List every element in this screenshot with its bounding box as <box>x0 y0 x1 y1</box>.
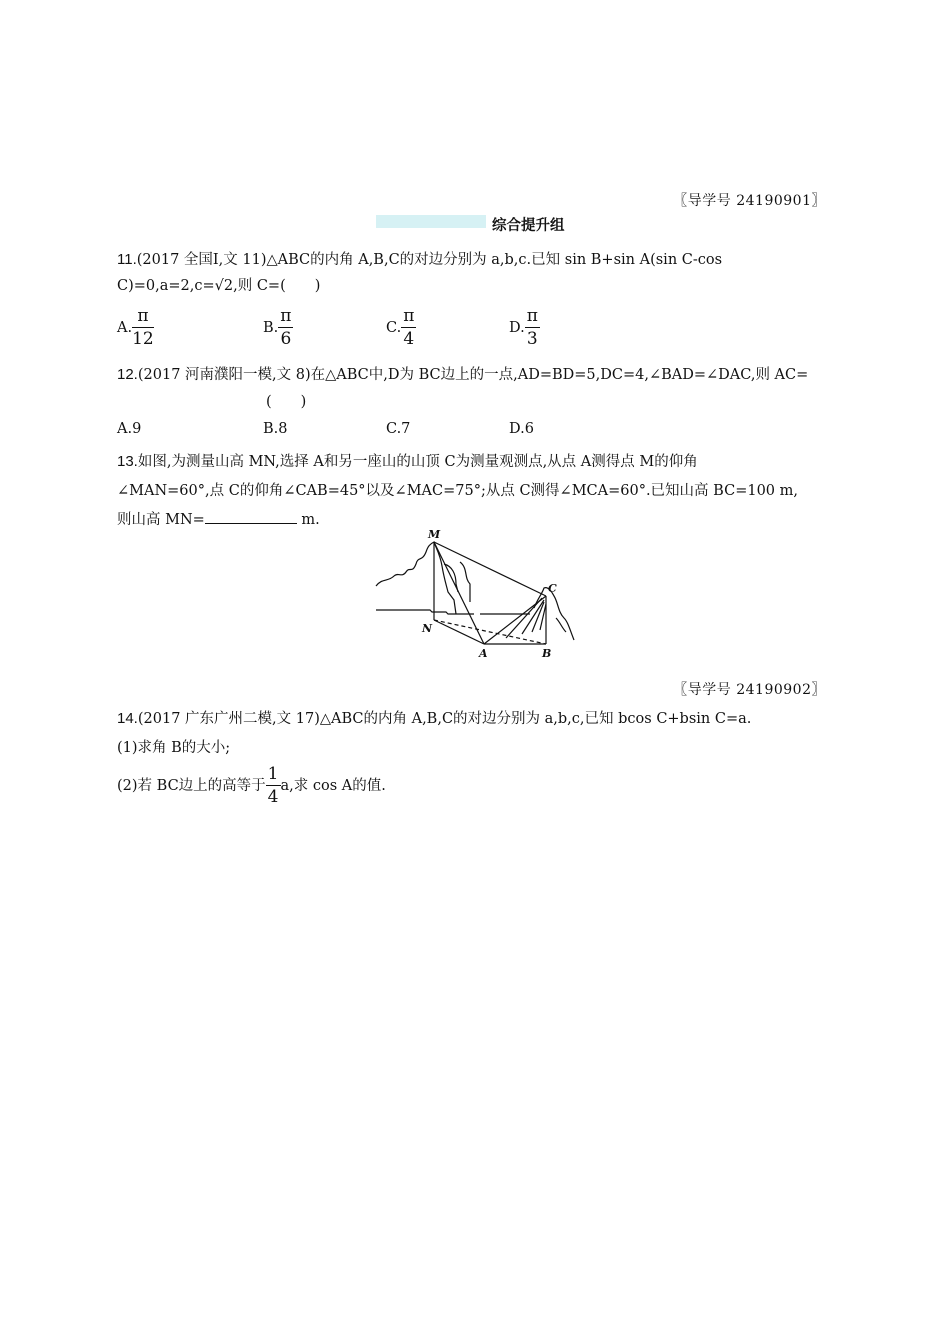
fraction <box>401 308 416 348</box>
label-c: C <box>548 582 557 595</box>
numerator: 1 <box>267 764 279 784</box>
question-14-part-1: (1)求角 B的大小; <box>117 740 231 756</box>
question-number: 12. <box>117 366 138 383</box>
fraction-one-quarter <box>266 766 281 806</box>
denominator: 4 <box>267 787 279 807</box>
fraction <box>132 308 154 348</box>
section-highlight-bar <box>376 215 486 228</box>
denominator: 6 <box>280 329 292 349</box>
line-na <box>434 620 484 644</box>
right-mountain-ridge <box>556 618 566 632</box>
right-mountain-outline <box>534 588 574 640</box>
numerator: π <box>280 306 292 326</box>
question-12-answer-paren: ( ) <box>266 394 307 410</box>
mountain-figure <box>370 522 585 662</box>
option-c: C.7 <box>386 421 411 437</box>
fraction <box>278 308 293 348</box>
option-label: D. <box>509 320 525 336</box>
question-text: (2017 全国Ⅰ,文 11)△ABC的内角 A,B,C的对边分别为 a,b,c.已知 sin B+sin A(sin C-cos <box>136 252 723 268</box>
line-mc <box>434 542 546 596</box>
fraction <box>525 308 540 348</box>
answer-blank <box>205 511 297 524</box>
section-title: 综合提升组 <box>492 218 565 234</box>
question-number: 11. <box>117 251 137 268</box>
question-number: 14. <box>117 710 138 727</box>
question-text: 则山高 MN= <box>117 512 205 528</box>
guide-number-ref-1: 〖导学号 24190901〗 <box>673 193 826 209</box>
water-line-left <box>376 610 474 614</box>
sqrt-two: √2 <box>214 278 234 294</box>
label-b: B <box>542 647 552 660</box>
question-14-part-2 <box>117 766 386 806</box>
ray-c <box>540 604 546 630</box>
question-text: (2)若 BC边上的高等于 <box>117 778 266 794</box>
numerator: π <box>526 306 538 326</box>
denominator: 12 <box>132 329 154 349</box>
question-number: 13. <box>117 453 138 470</box>
question-13-line-1 <box>117 450 698 471</box>
left-mountain-ridge <box>460 562 470 602</box>
question-13-line-2: ∠MAN=60°,点 C的仰角∠CAB=45°以及∠MAC=75°;从点 C测得∠MCA=60°.已知山高 BC=100 m, <box>117 483 798 499</box>
option-a <box>117 308 154 348</box>
question-text: a,求 cos A的值. <box>280 778 386 794</box>
numerator: π <box>132 308 154 328</box>
option-d: D.6 <box>509 421 534 437</box>
question-text: 如图,为测量山高 MN,选择 A和另一座山的山顶 C为测量观测点,从点 A测得点 M的仰角 <box>137 454 698 470</box>
guide-number-ref-2: 〖导学号 24190902〗 <box>673 682 826 698</box>
question-13-line-3 <box>117 508 320 529</box>
question-text: C)=0,a=2,c= <box>117 278 215 294</box>
question-12-line-1 <box>117 363 808 384</box>
numerator: π <box>403 306 415 326</box>
question-text: (2017 广东广州二模,文 17)△ABC的内角 A,B,C的对边分别为 a,b,c,已知 bcos C+bsin C=a. <box>137 711 752 727</box>
label-m: M <box>428 528 441 541</box>
question-text: (2017 河南濮阳一模,文 8)在△ABC中,D为 BC边上的一点,AD=BD=5,DC=4,∠BAD=∠DAC,则 AC= <box>137 367 809 383</box>
option-label: B. <box>263 320 279 336</box>
left-mountain-outline <box>376 542 456 614</box>
option-label: A. <box>117 320 133 336</box>
option-d <box>509 308 540 348</box>
denominator: 4 <box>403 329 415 349</box>
option-a: A.9 <box>117 421 142 437</box>
label-a: A <box>479 647 488 660</box>
option-b <box>263 308 293 348</box>
question-text: ,则 C=( ) <box>233 278 321 294</box>
question-text: m. <box>296 512 320 528</box>
option-c <box>386 308 416 348</box>
label-n: N <box>422 622 433 635</box>
question-11-line-2 <box>117 274 320 295</box>
question-14-line-1 <box>117 707 751 728</box>
option-label: C. <box>386 320 402 336</box>
question-11-line-1 <box>117 248 722 269</box>
denominator: 3 <box>526 329 538 349</box>
option-b: B.8 <box>263 421 288 437</box>
